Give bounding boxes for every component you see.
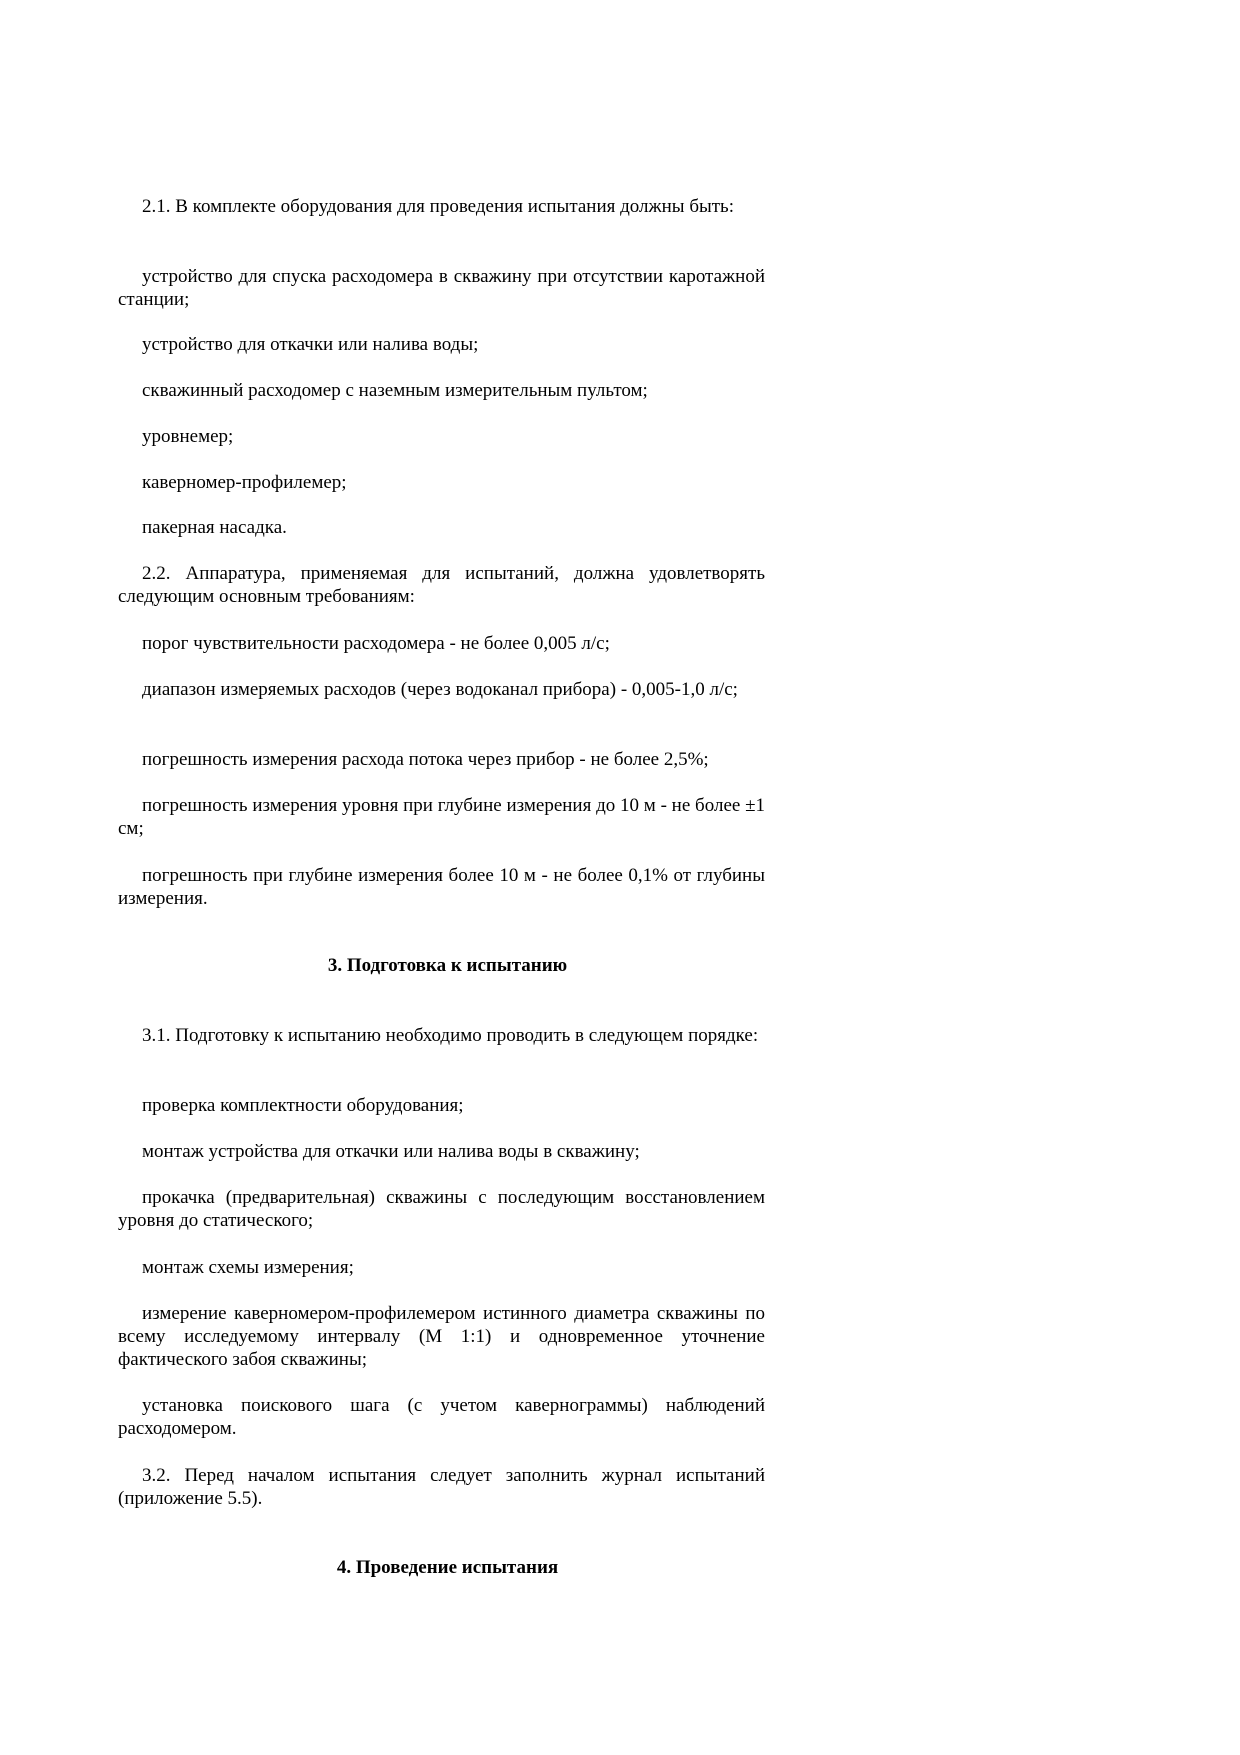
list-item-circuit-mounting: монтаж схемы измерения; — [142, 1257, 354, 1278]
list-item-flowmeter: скважинный расходомер с наземным измерительным пультом; — [142, 380, 648, 401]
section-4-heading: 4. Проведение испытания — [336, 1557, 559, 1578]
paragraph-2-1: 2.1. В комплекте оборудования для проведения испытания должны быть: — [142, 196, 735, 217]
list-item-search-step: установка поискового шага (с учетом кавернограммы) наблюдений расходомером. — [118, 1395, 765, 1439]
list-item-range: диапазон измеряемых расходов (через водоканал прибора) - 0,005-1,0 л/с; — [142, 679, 738, 700]
list-item-caliper: каверномер-профилемер; — [142, 472, 347, 493]
list-item-lowering-device: устройство для спуска расходомера в скважину при отсутствии каротажной станции; — [118, 266, 765, 310]
list-item-pumping-device: устройство для откачки или налива воды; — [142, 334, 479, 355]
list-item-level-error: погрешность измерения уровня при глубине измерения до 10 м - не более ±1 см; — [118, 795, 765, 839]
list-item-sensitivity: порог чувствительности расходомера - не более 0,005 л/с; — [142, 633, 610, 654]
list-item-caliper-measurement: измерение каверномером-профилемером истинного диаметра скважины по всему исследуемому интервалу (М 1:1) и одновременное уточнение фактического забоя скважины; — [118, 1303, 765, 1370]
paragraph-3-1: 3.1. Подготовку к испытанию необходимо проводить в следующем порядке: — [142, 1025, 759, 1046]
section-3-heading: 3. Подготовка к испытанию — [327, 955, 568, 976]
list-item-depth-error: погрешность при глубине измерения более 10 м - не более 0,1% от глубины измерения. — [118, 865, 765, 909]
list-item-level-gauge: уровнемер; — [142, 426, 234, 447]
list-item-completeness-check: проверка комплектности оборудования; — [142, 1095, 464, 1116]
list-item-flow-error: погрешность измерения расхода потока через прибор - не более 2,5%; — [142, 749, 709, 770]
list-item-packer: пакерная насадка. — [142, 517, 287, 538]
paragraph-2-2: 2.2. Аппаратура, применяемая для испытаний, должна удовлетворять следующим основным требованиям: — [118, 563, 765, 607]
list-item-pump-mounting: монтаж устройства для откачки или налива воды в скважину; — [142, 1141, 640, 1162]
list-item-preliminary-pumping: прокачка (предварительная) скважины с последующим восстановлением уровня до статического; — [118, 1187, 765, 1231]
paragraph-3-2: 3.2. Перед началом испытания следует заполнить журнал испытаний (приложение 5.5). — [118, 1465, 765, 1509]
